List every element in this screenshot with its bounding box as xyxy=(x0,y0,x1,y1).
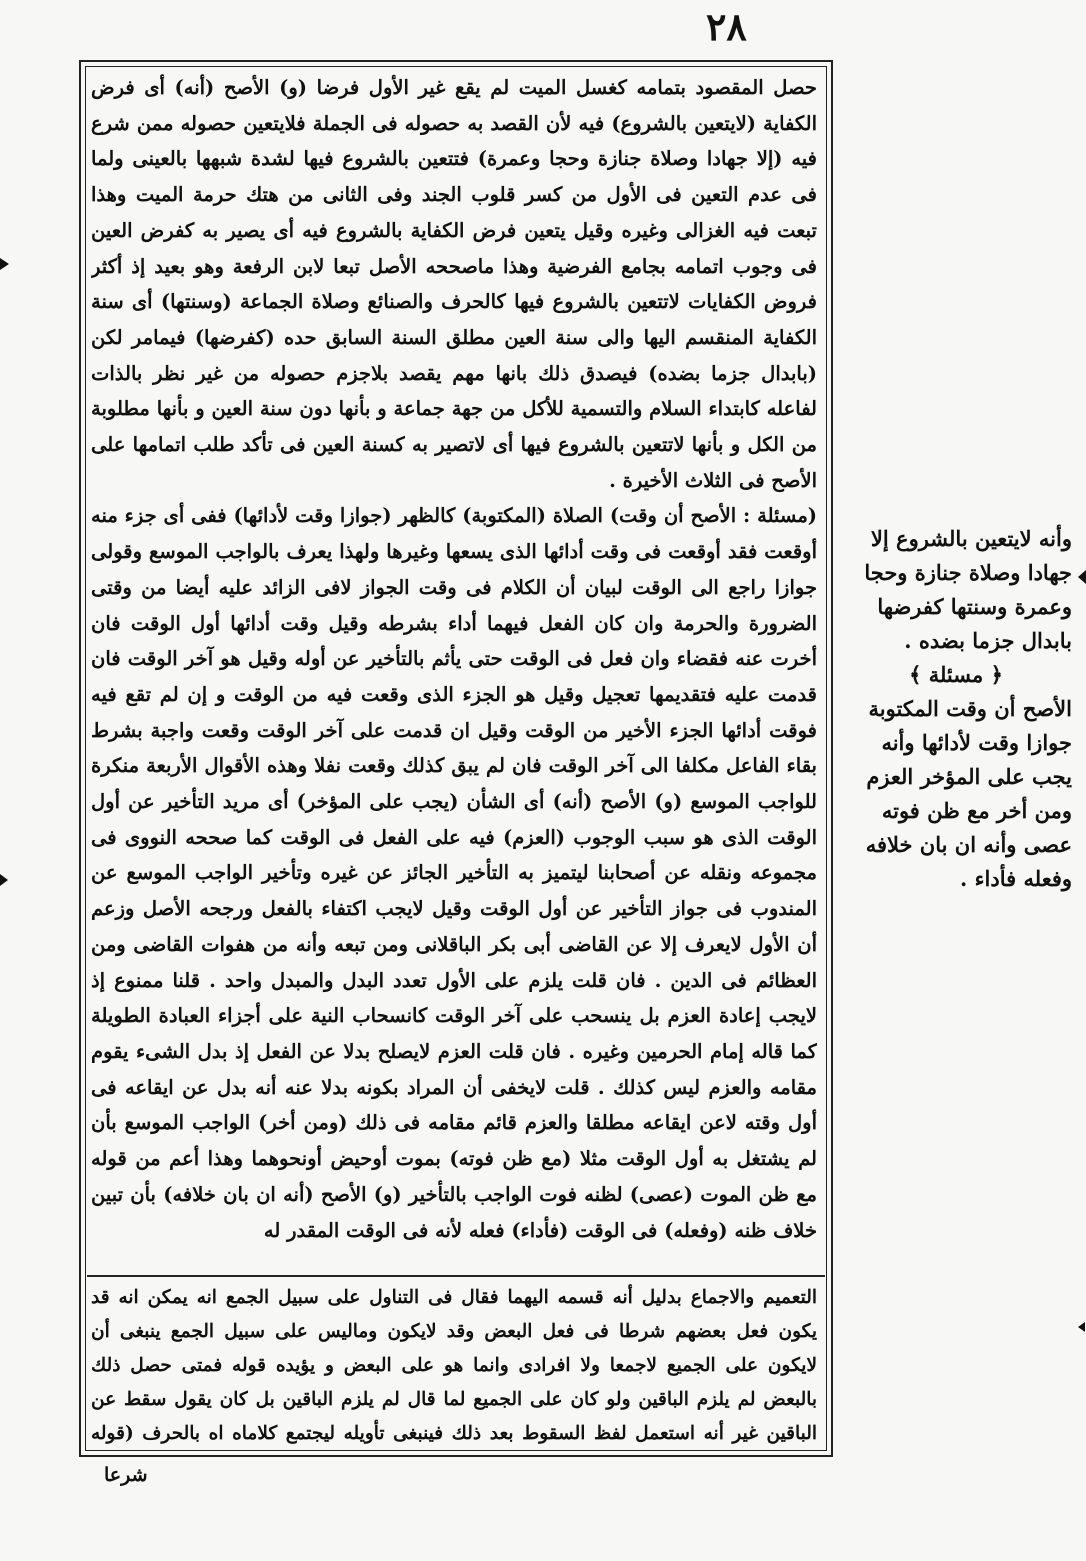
binding-mark xyxy=(0,874,8,886)
footnote-text: التعميم والاجماع بدليل أنه قسمه اليهما فقال فى التناول على سبيل الجمع انه يمكن انه قد يكون فعل بعضهم شرطا فى فعل البعض وقد لايكون وماليس على سبيل الجمع ينبغى أن لايكون على الجميع لاجمعا ولا افرادى وانما هو على البعض و يؤيده قوله فمتى حصل ذلك بالبعض لم يلزم الباقين ولو كان على الجميع لما قال لم يلزم الباقين بل كان يقول سقط عن الباقين غير أنه استعمل لفظ السقوط بعد ذلك فينبغى تأويله ليجتمع كلاماه اه بالحرف (قوله xyxy=(91,1287,817,1444)
binding-mark xyxy=(0,258,9,270)
commentary-paragraph: حصل المقصود بتمامه كغسل الميت لم يقع غير الأول فرضا (و) الأصح (أنه) أى فرض الكفاية (لايتعين بالشروع) فيه لأن القصد به حصوله فى الجملة فلايتعين حصوله ممن شرع فيه (إلا جهادا وصلاة جنازة وحجا وعمرة) فتتعين بالشروع فيها لشدة شبهها بالعينى ولما فى عدم التعين فى الأول من كسر قلوب الجند وفى الثانى من هتك حرمة الميت وهذا تبعت فيه الغزالى وغيره وقيل يتعين فرض الكفاية بالشروع فيه أى يصير به كفرض العين فى وجوب اتمامه بجامع الفرضية وهذا ماصححه الأصل تبعا لابن الرفعة وهو بعيد إذ أكثر فروض الكفايات لاتتعين بالشروع فيها كالحرف والصنائع وصلاة الجماعة (وسنتها) أى سنة الكفاية المنقسم اليها والى سنة العين مطلق السنة السابق حده (كفرضها) فيمامر لكن (بابدال جزما بضده) فيصدق ذلك بانها مهم يقصد بلاجزم حصوله من غير نظر بالذات لفاعله كابتداء السلام والتسمية للأكل من جهة جماعة و بأنها دون سنة العين و بأنها مطلوبة من الكل و بأنها لاتتعين بالشروع فيها أى لاتصير به كسنة العين فى تأكد طلب اتمامها على الأصح فى الثلاث الأخيرة . xyxy=(91,76,817,492)
catchword: شرعا xyxy=(104,1464,148,1486)
margin-text: وأنه لايتعين بالشروع إلا جهادا وصلاة جنازة وحجا وعمرة وسنتها كفرضها بابدال جزما بضده . xyxy=(864,526,1072,653)
margin-matn-text xyxy=(840,522,1072,972)
binding-mark xyxy=(1078,570,1086,584)
margin-heading: ﴿ مسئلة ﴾ xyxy=(909,662,1003,687)
commentary-paragraph: (مسئلة : الأصح أن وقت) الصلاة (المكتوبة) كالظهر (جوازا وقت لأدائها) ففى أى جزء منه أوقعت فقد أوقعت فى وقت أدائها الذى يسعها وغيرها ولهذا يعرف بالواجب الموسع وقولى جوازا راجع الى الوقت لبيان أن الكلام فى وقت الجواز لافى الزائد عليه أيضا من وقتى الضرورة والحرمة وان كان الفعل فيهما أداء بشرطه وقيل وقت أدائها أول الوقت فان أخرت عنه فقضاء وان فعل فى الوقت حتى يأثم بالتأخير عن أوله وقيل هو آخر الوقت فان قدمت عليه فتقديمها تعجيل وقيل هو الجزء الذى وقعت فيه من الوقت و إن لم تقع فيه فوقت أدائها الجزء الأخير من الوقت وقيل ان قدمت على آخر الوقت وقعت واجبة بشرط بقاء الفاعل مكلفا الى آخر الوقت فان لم يبق كذلك وقعت نفلا وهذه الأقوال الأربعة منكرة للواجب الموسع (و) الأصح (أنه) أى الشأن (يجب على المؤخر) أى مريد التأخير عن أول الوقت الذى هو سبب الوجوب (العزم) فيه على الفعل فى الوقت كما صححه النووى فى مجموعه ونقله عن أصحابنا ليتميز به التأخير الجائز عن غيره وتأخير الواجب الموسع عن المندوب فى جواز التأخير عن أول الوقت وقيل لايجب اكتفاء بالفعل ورجحه الأصل وزعم أن الأول لايعرف إلا عن القاضى أبى بكر الباقلانى ومن تبعه وأنه من هفوات القاضى ومن العظائم فى الدين . فان قلت يلزم على الأول تعدد البدل والمبدل واحد . قلنا ممنوع إذ لايجب إعادة العزم بل ينسحب على آخر الوقت كانسحاب النية على أجزاء العبادة الطويلة كما قاله إمام الحرمين وغيره . فان قلت العزم لايصلح بدلا عن الفعل إذ بدل الشىء يقوم مقامه والعزم ليس كذلك . قلت لايخفى أن المراد بكونه بدلا عنه أنه بدل عن ايقاعه فى أول وقته لاعن ايقاعه مطلقا والعزم قائم مقامه فى ذلك (ومن أخر) الواجب الموسع بأن لم يشتغل به أول الوقت مثلا (مع ظن فوته) بموت أوحيض أونحوهما وهذا أعم من قوله مع ظن الموت (عصى) لظنه فوت الواجب بالتأخير (و) الأصح (أنه ان بان خلافه) بأن تبين خلاف ظنه (وفعله) فى الوقت (فأداء) فعله لأنه فى الوقت المقدر له xyxy=(91,504,817,1242)
footnote-separator xyxy=(87,1275,825,1277)
binding-mark xyxy=(1078,1322,1085,1332)
footnote-body xyxy=(91,1281,817,1453)
main-text-frame xyxy=(79,60,833,1457)
commentary-body xyxy=(91,70,817,1275)
margin-text: الأصح أن وقت المكتوبة جوازا وقت لأدائها وأنه يجب على المؤخر العزم ومن أخر مع ظن فوته عصى وأنه ان بان خلافه وفعله فأداء . xyxy=(865,696,1072,891)
page-number: ٢٨ xyxy=(706,4,747,49)
